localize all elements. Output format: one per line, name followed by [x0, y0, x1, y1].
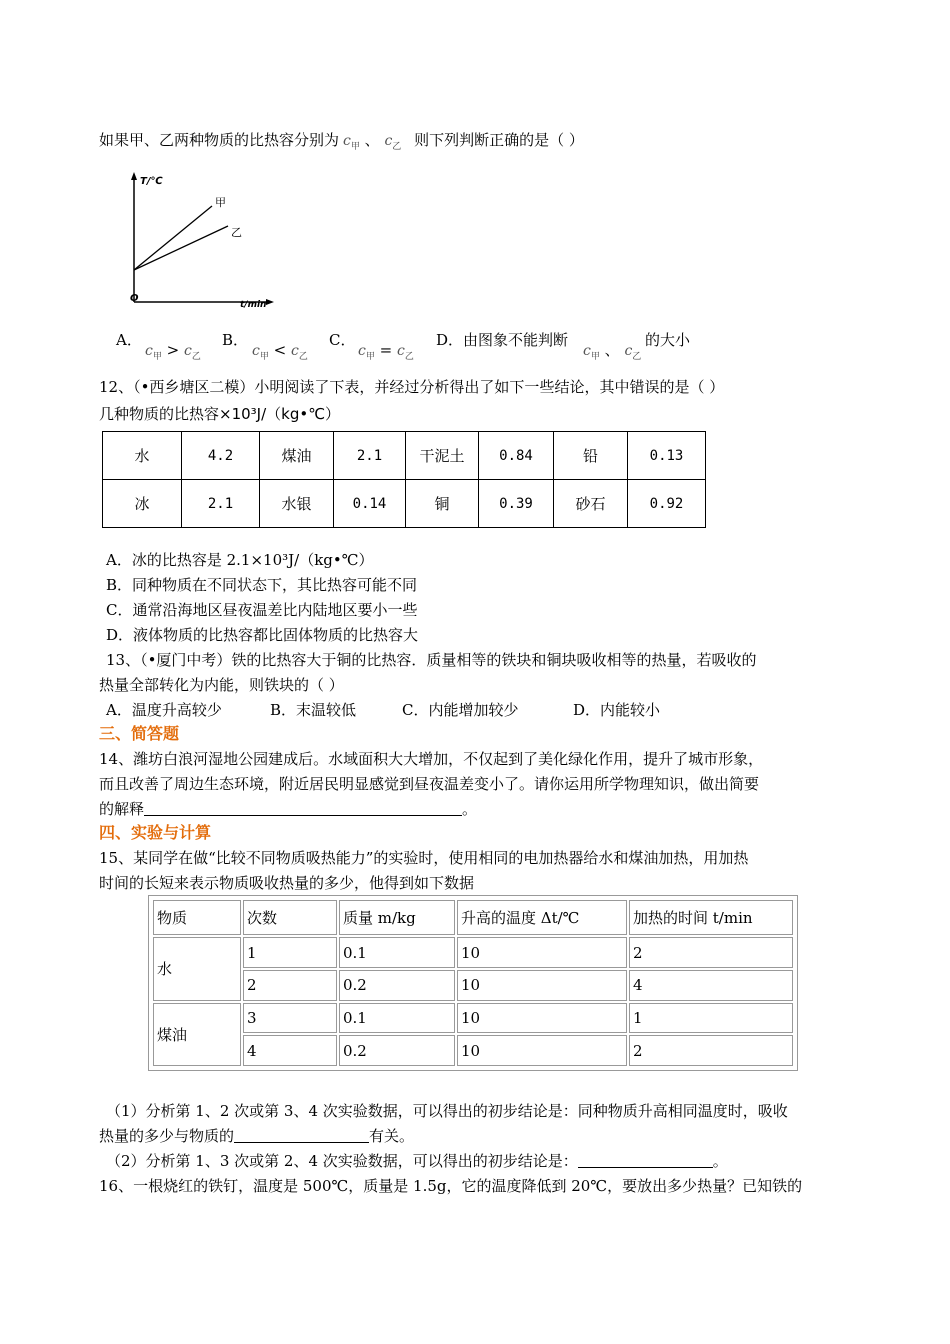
answer-blank[interactable]	[144, 801, 462, 816]
q15-sub2: （2）分析第 1、3 次或第 2、4 次实验数据，可以得出的初步结论是： 。	[106, 1152, 728, 1170]
line-yi-label: 乙	[231, 226, 242, 239]
table-header-cell: 加热的时间 t/min	[629, 900, 793, 935]
table-row	[103, 480, 706, 528]
q11-option-d-expr: $c_甲$ 、 $c_乙$	[583, 341, 642, 362]
table-header-cell: 质量 m/kg	[339, 900, 455, 935]
table-cell: 煤油	[260, 432, 334, 480]
table-cell: 水	[103, 432, 182, 480]
table-header-cell: 次数	[243, 900, 337, 935]
table-cell: 2	[629, 1035, 793, 1066]
table-header-row	[153, 900, 793, 935]
table-cell: 2.1	[334, 432, 406, 480]
table-row	[153, 1003, 793, 1034]
table-row	[153, 1035, 793, 1066]
table-cell: 1	[243, 937, 337, 968]
q14-line3: 的解释 。	[99, 800, 478, 818]
q12-option-d: D．液体物质的比热容都比固体物质的比热容大	[106, 626, 419, 644]
q11-option-a-label: A．	[116, 331, 142, 349]
table-cell: 0.2	[339, 1035, 455, 1066]
table-row	[153, 970, 793, 1001]
table-cell: 0.39	[479, 480, 554, 528]
table-cell: 10	[457, 970, 627, 1001]
q13-option-b: B．末温较低	[270, 701, 357, 719]
q14-line1: 14、潍坊白浪河湿地公园建成后。水域面积大大增加，不仅起到了美化绿化作用，提升了城市形象，	[99, 750, 764, 768]
q12-stem: 12、（•西乡塘区二模）小明阅读了下表，并经过分析得出了如下一些结论，其中错误的是（ ）	[99, 378, 725, 396]
q11-option-c-label: C．	[329, 331, 356, 349]
answer-blank[interactable]	[578, 1153, 713, 1168]
table-cell: 0.92	[628, 480, 706, 528]
table-cell: 10	[457, 937, 627, 968]
table-cell: 水	[153, 937, 241, 1000]
table-header-cell: 升高的温度 Δt/℃	[457, 900, 627, 935]
q11-option-a-expr: $c_甲 > c_乙$	[145, 341, 201, 362]
q13-line1: 13、（•厦门中考）铁的比热容大于铜的比热容．质量相等的铁块和铜块吸收相等的热量，若吸收的	[106, 651, 757, 669]
table-row	[153, 937, 793, 968]
table-cell: 冰	[103, 480, 182, 528]
q13-option-a: A．温度升高较少	[106, 701, 222, 719]
table-cell: 煤油	[153, 1003, 241, 1066]
specific-heat-table	[102, 431, 706, 528]
q15-sub1-line1: （1）分析第 1、2 次或第 3、4 次实验数据，可以得出的初步结论是：同种物质升高相同温度时，吸收	[106, 1102, 788, 1120]
q11-option-d: D．由图象不能判断	[436, 331, 569, 349]
q11-option-c-expr: $c_甲 = c_乙$	[358, 341, 414, 362]
answer-blank[interactable]	[234, 1128, 369, 1143]
q15-line2: 时间的长短来表示物质吸收热量的多少，他得到如下数据	[99, 874, 475, 892]
table-cell: 铅	[554, 432, 628, 480]
table-cell: 干泥土	[406, 432, 479, 480]
q13-line2: 热量全部转化为内能，则铁块的（ ）	[99, 676, 344, 694]
temperature-time-graph	[118, 170, 278, 310]
x-axis-label: t/min	[240, 300, 267, 310]
origin-label: O	[130, 293, 139, 304]
table-cell: 砂石	[554, 480, 628, 528]
q12-option-b: B．同种物质在不同状态下，其比热容可能不同	[106, 576, 418, 594]
x-axis-arrow	[266, 299, 274, 305]
table-cell: 0.2	[339, 970, 455, 1001]
table-cell: 10	[457, 1035, 627, 1066]
experiment-table-frame	[148, 895, 798, 1071]
table-cell: 2	[243, 970, 337, 1001]
table-cell: 0.1	[339, 1003, 455, 1034]
table-cell: 0.1	[339, 937, 455, 968]
q13-option-c: C．内能增加较少	[402, 701, 519, 719]
table-cell: 1	[629, 1003, 793, 1034]
table-cell: 3	[243, 1003, 337, 1034]
q12-option-c: C．通常沿海地区昼夜温差比内陆地区要小一些	[106, 601, 418, 619]
table-header-cell: 物质	[153, 900, 241, 935]
q13-option-d: D．内能较小	[573, 701, 661, 719]
table-cell: 4	[243, 1035, 337, 1066]
table-row	[103, 432, 706, 480]
q16-line1: 16、一根烧红的铁钉，温度是 500℃，质量是 1.5g，它的温度降低到 20℃，要放出多少热量？已知铁的	[99, 1177, 803, 1195]
q11-option-b-label: B．	[222, 331, 249, 349]
table-cell: 4.2	[182, 432, 260, 480]
y-axis-arrow	[131, 172, 137, 180]
table-cell: 2.1	[182, 480, 260, 528]
experiment-table	[151, 898, 795, 1068]
section-heading-3: 三、简答题	[99, 724, 180, 743]
table-cell: 4	[629, 970, 793, 1001]
table-cell: 10	[457, 1003, 627, 1034]
table-cell: 0.13	[628, 432, 706, 480]
table-cell: 0.84	[479, 432, 554, 480]
table-cell: 2	[629, 937, 793, 968]
q14-line2: 而且改善了周边生态环境，附近居民明显感觉到昼夜温差变小了。请你运用所学物理知识，做出简要	[99, 775, 760, 793]
line-jia	[134, 206, 212, 270]
table-cell: 0.14	[334, 480, 406, 528]
table-cell: 铜	[406, 480, 479, 528]
table-cell: 水银	[260, 480, 334, 528]
line-jia-label: 甲	[215, 196, 226, 209]
q11-option-d-tail: 的大小	[645, 331, 691, 349]
line-yi	[134, 226, 228, 270]
section-heading-4: 四、实验与计算	[99, 823, 212, 842]
q11-stem: 如果甲、乙两种物质的比热容分别为 $c_甲$ 、 $c_乙$ 则下列判断正确的是（ ）	[99, 131, 584, 152]
y-axis-label: T/℃	[140, 176, 163, 187]
q12-option-a: A．冰的比热容是 2.1×10³J/（kg•℃）	[106, 551, 374, 569]
q15-sub1-line2: 热量的多少与物质的 有关。	[99, 1127, 415, 1145]
q11-option-b-expr: $c_甲 < c_乙$	[252, 341, 308, 362]
q15-line1: 15、某同学在做“比较不同物质吸热能力”的实验时，使用相同的电加热器给水和煤油加热，用加热	[99, 849, 749, 867]
q12-table-title: 几种物质的比热容×10³J/（kg•℃）	[99, 405, 341, 423]
